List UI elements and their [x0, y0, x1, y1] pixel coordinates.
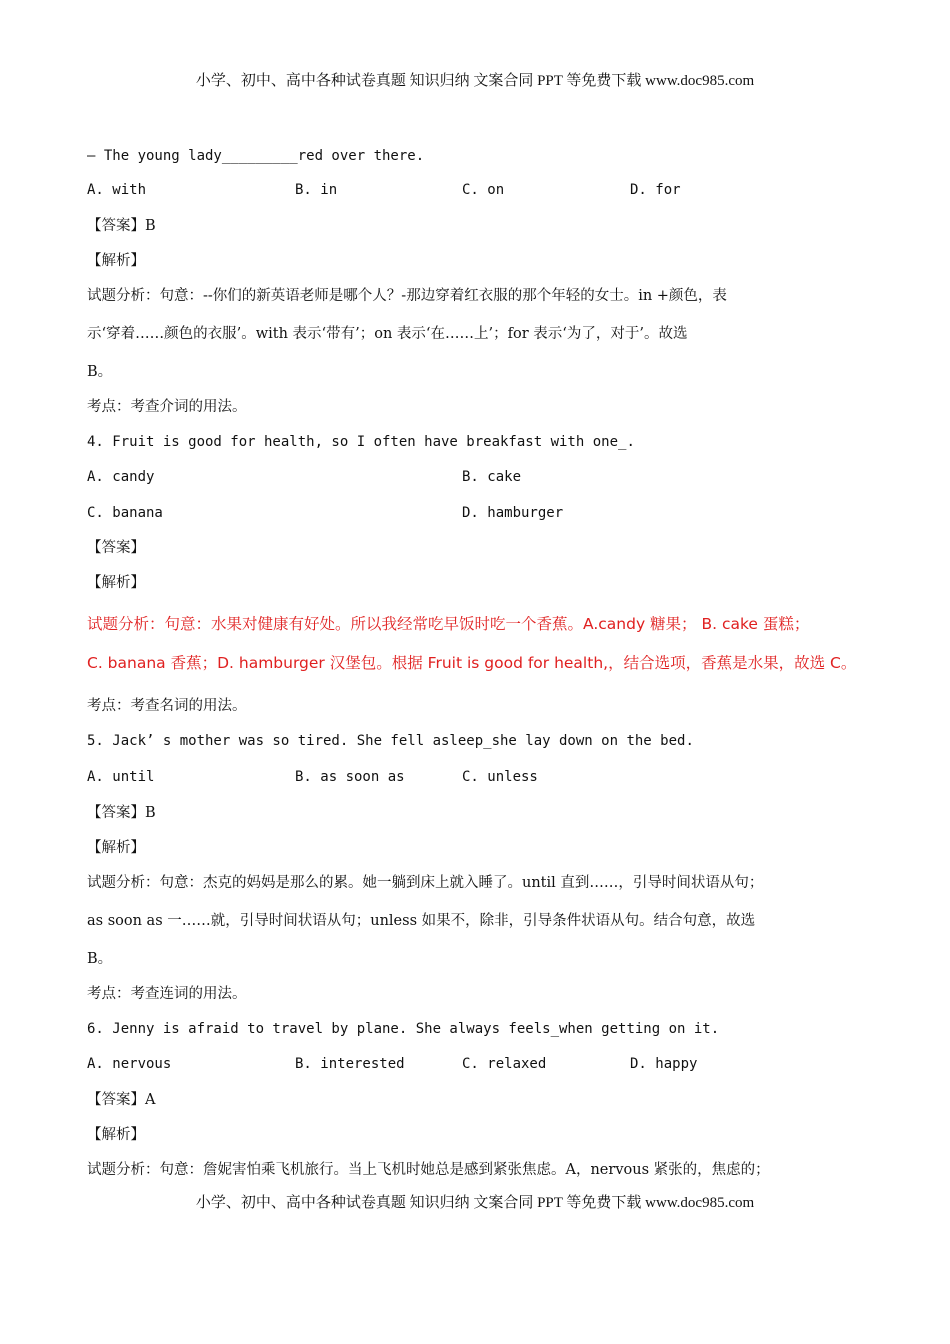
q5-analysis-line-2: as soon as 一……就，引导时间状语从句；unless 如果不，除非，引导条件状语从句。结合句意，故选 [87, 913, 756, 929]
q4-analysis-line-2: C. banana 香蕉；D. hamburger 汉堡包。根据 Fruit is good for health,，结合选项，香蕉是水果，故选 C。 [87, 654, 857, 672]
q5-analysis-label: 【解析】 [87, 840, 145, 856]
q4-answer: 【答案】 [87, 540, 145, 556]
q5-answer: 【答案】B [87, 805, 156, 821]
q5-option-b: B. as soon as [295, 769, 405, 785]
q5-options [87, 767, 867, 787]
q6-analysis-line-1: 试题分析：句意：詹妮害怕乘飞机旅行。当上飞机时她总是感到紧张焦虑。A，nervous 紧张的，焦虑的； [87, 1162, 770, 1178]
q6-stem: 6. Jenny is afraid to travel by plane. She always feels_when getting on it. [87, 1021, 720, 1037]
q4-point: 考点：考查名词的用法。 [87, 698, 247, 714]
q3-stem: — The young lady_________red over there. [87, 148, 425, 164]
q3-analysis-line-2: 示‘穿着……颜色的衣服’。with 表示‘带有’；on 表示‘在……上’；for 表示‘为了，对于’。故选 [87, 326, 688, 342]
q4-analysis-line-1: 试题分析：句意：水果对健康有好处。所以我经常吃早饭时吃一个香蕉。A.candy 糖果； B. cake 蛋糕； [87, 615, 810, 633]
q4-options-row-2 [87, 503, 867, 523]
q5-option-a: A. until [87, 769, 155, 785]
q3-options [87, 180, 867, 200]
q6-option-a: A. nervous [87, 1056, 172, 1072]
page-footer: 小学、初中、高中各种试卷真题 知识归纳 文案合同 PPT 等免费下载 www.doc985.com [195, 1195, 755, 1211]
q3-answer: 【答案】B [87, 218, 156, 234]
q5-option-c: C. unless [462, 769, 538, 785]
q3-analysis-line-3: B。 [87, 364, 113, 380]
q6-option-d: D. happy [630, 1056, 698, 1072]
q3-point: 考点：考查介词的用法。 [87, 399, 247, 415]
q3-option-b: B. in [295, 182, 338, 198]
q4-options-row-1 [87, 467, 867, 487]
q3-analysis-line-1: 试题分析：句意：--你们的新英语老师是哪个人？-那边穿着红衣服的那个年轻的女士。in +颜色，表 [87, 288, 727, 304]
q5-analysis-line-1: 试题分析：句意：杰克的妈妈是那么的累。她一躺到床上就入睡了。until 直到……，引导时间状语从句； [87, 875, 764, 891]
q6-option-c: C. relaxed [462, 1056, 547, 1072]
q3-option-a: A. with [87, 182, 147, 198]
q5-analysis-line-3: B。 [87, 951, 113, 967]
q4-option-a: A. candy [87, 469, 155, 485]
q5-point: 考点：考查连词的用法。 [87, 986, 247, 1002]
q4-option-b: B. cake [462, 469, 522, 485]
q3-option-c: C. on [462, 182, 505, 198]
q6-answer: 【答案】A [87, 1092, 156, 1108]
page-header: 小学、初中、高中各种试卷真题 知识归纳 文案合同 PPT 等免费下载 www.doc985.com [195, 73, 755, 89]
q6-analysis-label: 【解析】 [87, 1127, 145, 1143]
q6-options [87, 1054, 867, 1074]
q3-analysis-label: 【解析】 [87, 253, 145, 269]
q4-stem: 4. Fruit is good for health, so I often have breakfast with one_. [87, 434, 635, 450]
q4-analysis-label: 【解析】 [87, 575, 145, 591]
q5-stem: 5. Jack’ s mother was so tired. She fell asleep_she lay down on the bed. [87, 733, 694, 749]
q3-option-d: D. for [630, 182, 681, 198]
q4-option-c: C. banana [87, 505, 163, 521]
q4-option-d: D. hamburger [462, 505, 564, 521]
q6-option-b: B. interested [295, 1056, 405, 1072]
